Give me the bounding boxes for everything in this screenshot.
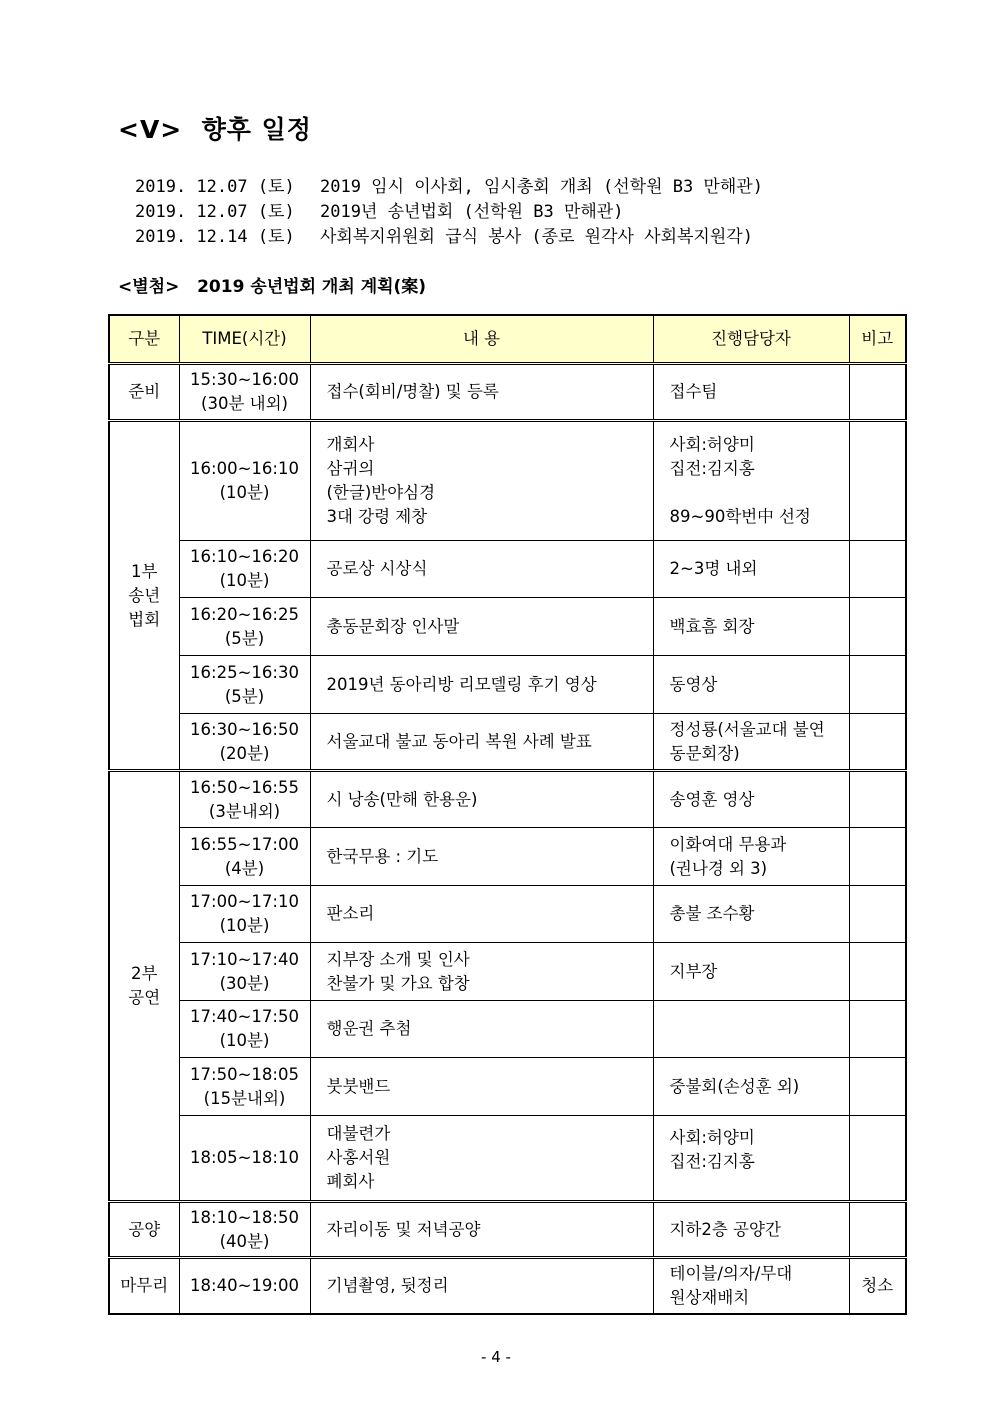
content-cell: 공로상 시상식 xyxy=(310,541,653,598)
note-cell xyxy=(849,656,906,714)
person-cell: 사회:허양미 집전:김지홍 xyxy=(653,1116,849,1202)
time-cell: 16:25~16:30 (5분) xyxy=(179,656,310,714)
content-cell: 붓붓밴드 xyxy=(310,1058,653,1116)
schedule-event: 2019 임시 이사회, 임시총회 개최 (선학원 B3 만해관) xyxy=(320,177,763,197)
content-cell: 총동문회장 인사말 xyxy=(310,598,653,656)
table-row xyxy=(109,771,906,828)
table-row xyxy=(109,886,906,943)
content-cell: 접수(회비/명찰) 및 등록 xyxy=(310,364,653,421)
note-cell xyxy=(849,541,906,598)
note-cell xyxy=(849,421,906,541)
table-row xyxy=(109,364,906,421)
time-cell: 18:40~19:00 xyxy=(179,1258,310,1314)
person-cell: 송영훈 영상 xyxy=(653,771,849,828)
person-cell: 중불회(손성훈 외) xyxy=(653,1058,849,1116)
time-cell: 16:55~17:00 (4분) xyxy=(179,828,310,886)
person-cell: 백효흠 회장 xyxy=(653,598,849,656)
schedule-item xyxy=(135,197,623,222)
table-row xyxy=(109,1116,906,1202)
header-section: 구분 xyxy=(109,315,179,364)
schedule-date: 2019. 12.07 (토) xyxy=(135,202,295,222)
person-cell xyxy=(653,1001,849,1058)
time-cell: 17:10~17:40 (30분) xyxy=(179,943,310,1001)
person-cell: 동영상 xyxy=(653,656,849,714)
person-cell: 총불 조수황 xyxy=(653,886,849,943)
person-cell: 2~3명 내외 xyxy=(653,541,849,598)
time-cell: 17:40~17:50 (10분) xyxy=(179,1001,310,1058)
table-row xyxy=(109,1001,906,1058)
note-cell xyxy=(849,714,906,771)
note-cell xyxy=(849,1001,906,1058)
note-cell xyxy=(849,886,906,943)
note-cell xyxy=(849,943,906,1001)
schedule-event: 2019년 송년법회 (선학원 B3 만해관) xyxy=(320,202,624,222)
person-cell: 지부장 xyxy=(653,943,849,1001)
table-row xyxy=(109,828,906,886)
person-cell: 이화여대 무용과 (권나경 외 3) xyxy=(653,828,849,886)
content-cell: 행운권 추첨 xyxy=(310,1001,653,1058)
note-cell xyxy=(849,771,906,828)
header-time: TIME(시간) xyxy=(179,315,310,364)
time-cell: 15:30~16:00 (30분 내외) xyxy=(179,364,310,421)
group-label: 공양 xyxy=(109,1202,179,1258)
time-cell: 18:10~18:50 (40분) xyxy=(179,1202,310,1258)
table-row xyxy=(109,943,906,1001)
event-plan-table xyxy=(108,314,907,1315)
table-row xyxy=(109,656,906,714)
header-person: 진행담당자 xyxy=(653,315,849,364)
time-cell: 16:20~16:25 (5분) xyxy=(179,598,310,656)
group-label: 1부 송년 법회 xyxy=(109,421,179,771)
note-cell xyxy=(849,1058,906,1116)
note-cell: 청소 xyxy=(849,1258,906,1314)
content-cell: 자리이동 및 저녁공양 xyxy=(310,1202,653,1258)
time-cell: 17:00~17:10 (10분) xyxy=(179,886,310,943)
table-row xyxy=(109,714,906,771)
person-cell: 접수팀 xyxy=(653,364,849,421)
time-cell: 18:05~18:10 xyxy=(179,1116,310,1202)
schedule-item xyxy=(135,222,753,247)
time-cell: 16:50~16:55 (3분내외) xyxy=(179,771,310,828)
time-cell: 17:50~18:05 (15분내외) xyxy=(179,1058,310,1116)
schedule-event: 사회복지위원회 급식 봉사 (종로 원각사 사회복지원각) xyxy=(320,227,753,247)
person-cell: 정성룡(서울교대 불연 동문회장) xyxy=(653,714,849,771)
time-cell: 16:30~16:50 (20분) xyxy=(179,714,310,771)
person-cell: 테이블/의자/무대 원상재배치 xyxy=(653,1258,849,1314)
content-cell: 판소리 xyxy=(310,886,653,943)
content-cell: 서울교대 불교 동아리 복원 사례 발표 xyxy=(310,714,653,771)
time-cell: 16:10~16:20 (10분) xyxy=(179,541,310,598)
table-row xyxy=(109,541,906,598)
person-cell: 지하2층 공양간 xyxy=(653,1202,849,1258)
table-row xyxy=(109,1202,906,1258)
table-header-row xyxy=(109,315,906,364)
group-label: 준비 xyxy=(109,364,179,421)
header-content: 내 용 xyxy=(310,315,653,364)
header-note: 비고 xyxy=(849,315,906,364)
table-row xyxy=(109,1258,906,1314)
section-title: <V> 향후 일정 xyxy=(118,115,312,144)
table-row xyxy=(109,421,906,541)
schedule-date: 2019. 12.07 (토) xyxy=(135,177,295,197)
table-row xyxy=(109,598,906,656)
content-cell: 대불련가 사홍서원 폐회사 xyxy=(310,1116,653,1202)
page-number: - 4 - xyxy=(481,1348,511,1366)
attachment-title: <별첨> 2019 송년법회 개최 계획(案) xyxy=(118,277,427,297)
content-cell: 2019년 동아리방 리모델링 후기 영상 xyxy=(310,656,653,714)
schedule-item xyxy=(135,172,763,197)
content-cell: 시 낭송(만해 한용운) xyxy=(310,771,653,828)
note-cell xyxy=(849,598,906,656)
content-cell: 기념촬영, 뒷정리 xyxy=(310,1258,653,1314)
content-cell: 개회사 삼귀의 (한글)반야심경 3대 강령 제창 xyxy=(310,421,653,541)
note-cell xyxy=(849,364,906,421)
time-cell: 16:00~16:10 (10분) xyxy=(179,421,310,541)
group-label: 마무리 xyxy=(109,1258,179,1314)
note-cell xyxy=(849,1202,906,1258)
person-cell: 사회:허양미 집전:김지홍 89~90학번中 선정 xyxy=(653,421,849,541)
table-row xyxy=(109,1058,906,1116)
group-label: 2부 공연 xyxy=(109,771,179,1202)
note-cell xyxy=(849,1116,906,1202)
schedule-date: 2019. 12.14 (토) xyxy=(135,227,295,247)
content-cell: 한국무용 : 기도 xyxy=(310,828,653,886)
note-cell xyxy=(849,828,906,886)
content-cell: 지부장 소개 및 인사 찬불가 및 가요 합창 xyxy=(310,943,653,1001)
